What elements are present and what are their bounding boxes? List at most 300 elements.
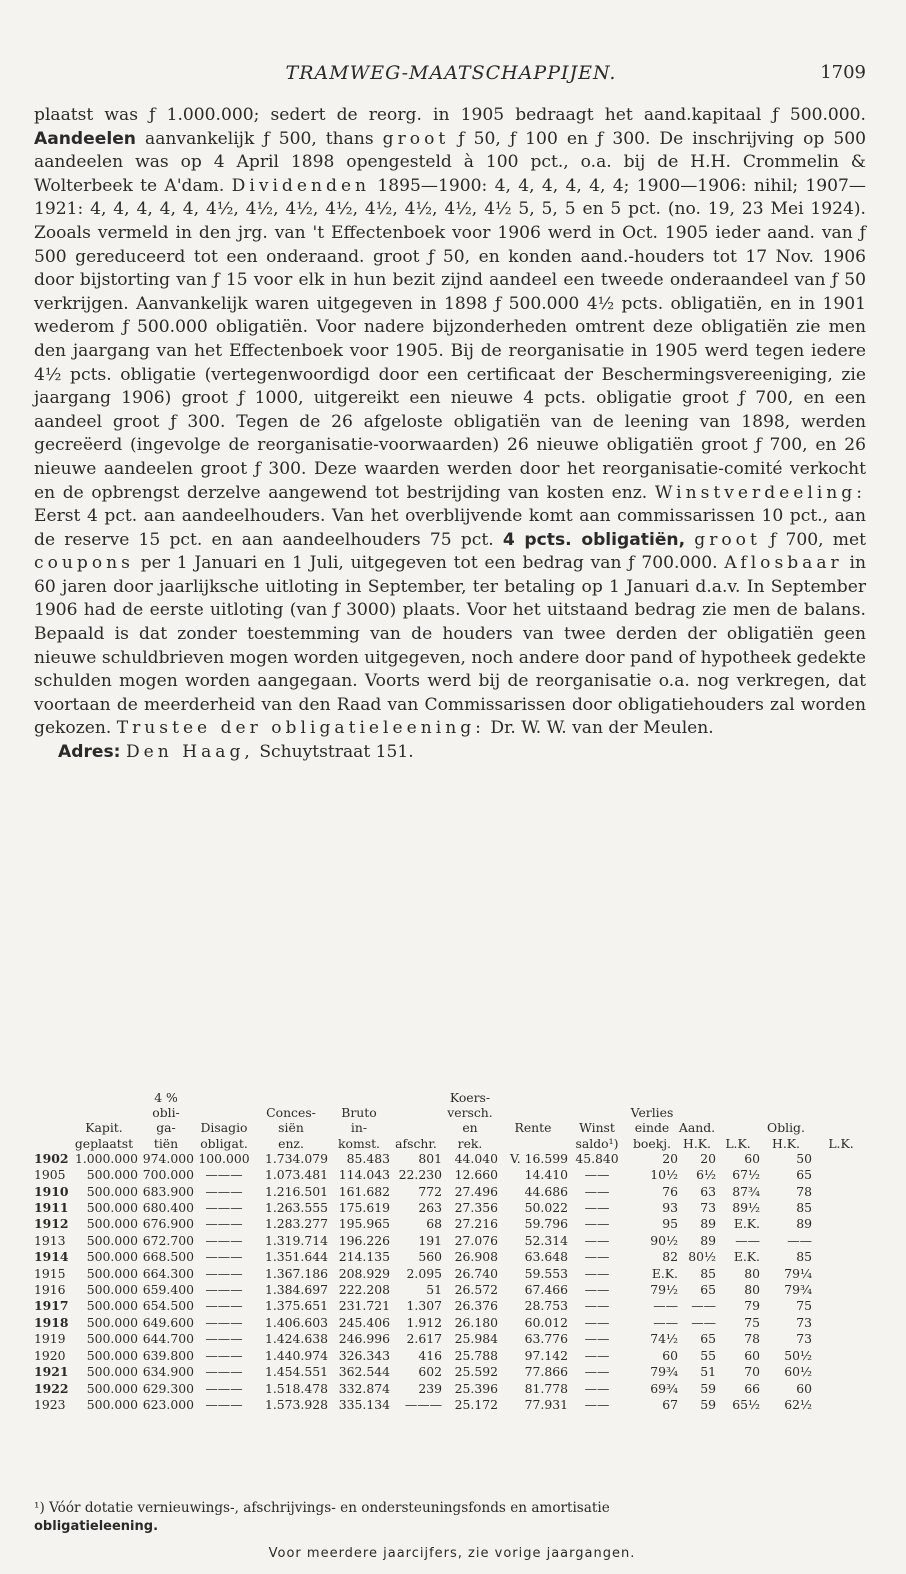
table-cell: 1.367.186 xyxy=(264,1265,328,1281)
table-cell: —— xyxy=(584,1396,610,1412)
table-cell: 85 xyxy=(796,1249,812,1265)
table-header-cell: Aand. xyxy=(678,1120,716,1136)
table-cell: 1.375.651 xyxy=(264,1298,328,1314)
table-row xyxy=(34,1397,870,1413)
table-cell: 20 xyxy=(700,1150,716,1166)
table-cell: 65½ xyxy=(732,1396,760,1412)
table-row xyxy=(34,1381,870,1397)
table-cell: 50 xyxy=(796,1150,812,1166)
text-coupons: per 1 Januari en 1 Juli, uitgegeven tot een bedrag van ƒ 700.000. xyxy=(140,553,718,574)
table-cell: —— xyxy=(584,1200,610,1216)
table-cell: 1.263.555 xyxy=(264,1200,328,1216)
page-number: 1709 xyxy=(820,62,866,83)
table-cell: 78 xyxy=(796,1183,812,1199)
table-cell: 26.180 xyxy=(454,1314,498,1330)
table-cell: —— xyxy=(787,1232,812,1248)
table-cell: 77.931 xyxy=(524,1396,568,1412)
table-cell: 1917 xyxy=(34,1298,69,1314)
table-cell: 79½ xyxy=(650,1282,678,1298)
table-cell: 26.376 xyxy=(454,1298,498,1314)
table-header-cell: saldo¹) xyxy=(575,1135,619,1151)
table-header-cell: Disagio xyxy=(200,1120,248,1136)
table-cell: 27.356 xyxy=(454,1200,498,1216)
table-header-cell: afschr. xyxy=(395,1135,437,1151)
table-header-cell: geplaatst xyxy=(74,1135,134,1151)
table-cell: 80½ xyxy=(688,1249,716,1265)
table-cell: 85 xyxy=(700,1265,716,1281)
table-header-cell xyxy=(70,1105,138,1120)
table-row xyxy=(34,1249,870,1265)
table-cell: 77.866 xyxy=(524,1364,568,1380)
table-header-cell xyxy=(760,1090,812,1105)
table-header-cell: Bruto xyxy=(341,1105,377,1121)
table-cell: ——— xyxy=(205,1216,243,1232)
table-cell: 700.000 xyxy=(142,1167,194,1183)
table-cell: ——— xyxy=(205,1396,243,1412)
table-cell: 100.000 xyxy=(198,1150,250,1166)
table-cell: 500.000 xyxy=(86,1265,138,1281)
table-cell: 676.900 xyxy=(142,1216,194,1232)
table-header-cell xyxy=(498,1090,568,1105)
table-header-cell: boekj. xyxy=(632,1135,671,1151)
table-header-cell xyxy=(568,1090,626,1105)
table-cell: 208.929 xyxy=(338,1265,390,1281)
table-header-cell xyxy=(194,1105,254,1120)
table-header-cell: tiën xyxy=(153,1135,179,1151)
table-cell: 25.592 xyxy=(454,1364,498,1380)
table-header-cell: Verlies xyxy=(630,1105,674,1121)
table-cell: 1915 xyxy=(34,1265,66,1281)
table-row xyxy=(34,1184,870,1200)
table-cell: 659.400 xyxy=(142,1282,194,1298)
table-cell: 50½ xyxy=(784,1347,812,1363)
footnote-text: ¹) Vóór dotatie vernieuwings-, afschrijvings- en ondersteuningsfonds en amortisatie xyxy=(34,1500,610,1516)
table-header-cell: L.K. xyxy=(828,1135,854,1151)
table-cell: 78 xyxy=(744,1331,760,1347)
table-cell: 1918 xyxy=(34,1314,69,1330)
table-cell: 79¾ xyxy=(650,1364,678,1380)
company-paragraph xyxy=(34,104,866,741)
table-row xyxy=(34,1233,870,1249)
table-cell: ——— xyxy=(205,1282,243,1298)
table-cell: 89 xyxy=(700,1216,716,1232)
table-cell: 63 xyxy=(700,1183,716,1199)
table-header-cell xyxy=(716,1105,760,1120)
text-redemption: in 60 jaren door jaarlijksche uitloting in September, ter betaling op 1 Januari d.a.v. In September 1906 had de eerste uitloting (van ƒ 3000) plaats. Voor het uitstaand bedrag zie men de balans. Bepaald is dat zonder toestemming van de houders van twee derden der obligatiën geen nieuwe schuldbrieven mogen worden uitgegeven, noch andere door pand of hypotheek gedekte schulden mogen worden aangegaan. Voorts werd bij de reorganisatie o.a. nog verkregen, dat voortaan de meerderheid van den Raad van Commissarissen door obligatiehouders zal worden gekozen. xyxy=(34,553,867,739)
table-cell: 26.572 xyxy=(454,1282,498,1298)
table-cell: 1919 xyxy=(34,1331,66,1347)
table-cell: 27.076 xyxy=(454,1232,498,1248)
table-cell: 73 xyxy=(796,1331,812,1347)
table-row xyxy=(34,1216,870,1232)
table-cell: 672.700 xyxy=(142,1232,194,1248)
table-cell: ——— xyxy=(205,1183,243,1199)
table-row xyxy=(34,1348,870,1364)
article-body xyxy=(34,104,866,765)
table-cell: 75 xyxy=(796,1298,812,1314)
table-cell: 222.208 xyxy=(338,1282,390,1298)
table-cell: 231.721 xyxy=(338,1298,390,1314)
table-cell: 27.496 xyxy=(454,1183,498,1199)
table-cell: —— xyxy=(691,1314,716,1330)
table-cell: 623.000 xyxy=(142,1396,194,1412)
table-cell-empty xyxy=(812,1298,870,1314)
table-cell: 1902 xyxy=(34,1150,69,1166)
table-cell: 22.230 xyxy=(398,1167,442,1183)
table-cell: 28.753 xyxy=(524,1298,568,1314)
table-header-cell: Oblig. xyxy=(767,1120,805,1136)
table-cell: 89½ xyxy=(732,1200,760,1216)
table-cell: 668.500 xyxy=(142,1249,194,1265)
table-header-cell xyxy=(390,1105,442,1120)
table-cell: 87¾ xyxy=(732,1183,760,1199)
table-header-cell xyxy=(328,1090,390,1105)
table-header-cell xyxy=(34,1120,70,1135)
label-trustee: Trustee der obligatieleening: xyxy=(116,718,485,739)
table-cell: 335.134 xyxy=(338,1396,390,1412)
table-cell: ——— xyxy=(205,1298,243,1314)
table-cell: 1.283.277 xyxy=(264,1216,328,1232)
table-cell: —— xyxy=(584,1364,610,1380)
table-cell-empty xyxy=(812,1364,870,1380)
table-cell: 644.700 xyxy=(142,1331,194,1347)
table-cell: 76 xyxy=(662,1183,678,1199)
table-header-cell: siën xyxy=(278,1120,304,1136)
table-cell: 44.040 xyxy=(454,1150,498,1166)
table-cell: 10½ xyxy=(650,1167,678,1183)
label-aandeelen: Aandeelen xyxy=(34,128,136,149)
table-cell: 97.142 xyxy=(524,1347,568,1363)
table-cell: 639.800 xyxy=(142,1347,194,1363)
table-cell: 60.012 xyxy=(524,1314,568,1330)
table-cell-empty xyxy=(812,1381,870,1397)
footnote xyxy=(34,1499,870,1536)
table-cell: 191 xyxy=(418,1232,442,1248)
table-cell: 332.874 xyxy=(338,1380,390,1396)
table-cell: ——— xyxy=(205,1314,243,1330)
table-header-cell xyxy=(34,1136,70,1151)
text-dividends: 1895—1900: 4, 4, 4, 4, 4, 4; 1900—1906: nihil; 1907—1921: 4, 4, 4, 4, 4, 4½, 4½, 4½, 4½, 4½, 4½, 4½, 4½ 5, 5, 5 en 5 pct. (no. 19, 23 Mei 1924). Zooals vermeld in den jrg. van 't Effectenboek voor 1906 werd in Oct. 1905 ieder aand. van ƒ 500 gereduceerd tot een onderaand. groot ƒ 50, en konden aand.-houders tot 17 Nov. 1906 door bijstorting van ƒ 15 voor elk in hun bezit zijnd aandeel een tweede onderaandeel van ƒ 50 verkrijgen. Aanvankelijk waren uitgegeven in 1898 ƒ 500.000 4½ pcts. obligatiën, en in 1901 wederom ƒ 500.000 obligatiën. Voor nadere bijzonderheden omtrent deze obligatiën zie men den jaargang van het Effectenboek voor 1905. Bij de reorganisatie in 1905 werd tegen iedere 4½ pcts. obligatie (vertegenwoordigd door een certificaat der Beschermingsvereeniging, zie jaargang 1906) groot ƒ 1000, uitgereikt een nieuwe 4 pcts. obligatie groot ƒ 700, en een aandeel groot ƒ 300. Tegen de 26 afgeloste obligatiën van de leening van 1898, werden gecreëerd (ingevolge de reorganisatie-voorwaarden) 26 nieuwe obligatiën groot ƒ 700, en 26 nieuwe aandeelen groot ƒ 300. Deze waarden werden door het reorganisatie-comité verkocht en de opbrengst derzelve aangewend tot bestrijding van kosten enz. xyxy=(34,175,866,503)
table-cell: —— xyxy=(584,1380,610,1396)
table-cell-empty xyxy=(812,1315,870,1331)
table-cell: 60 xyxy=(744,1347,760,1363)
table-cell: 1.573.928 xyxy=(264,1396,328,1412)
table-cell: 500.000 xyxy=(86,1249,138,1265)
table-header-cell xyxy=(34,1105,70,1120)
table-header-cell xyxy=(34,1090,70,1105)
table-cell: E.K. xyxy=(733,1216,760,1232)
table-cell: 1916 xyxy=(34,1282,66,1298)
table-cell: 500.000 xyxy=(86,1396,138,1412)
table-header-cell xyxy=(812,1105,870,1120)
table-cell: 68 xyxy=(426,1216,442,1232)
table-cell: ——— xyxy=(205,1200,243,1216)
table-cell-empty xyxy=(812,1200,870,1216)
table-cell: 634.900 xyxy=(142,1364,194,1380)
table-cell: —— xyxy=(584,1347,610,1363)
table-cell: —— xyxy=(584,1314,610,1330)
table-cell: —— xyxy=(584,1265,610,1281)
table-cell: 1910 xyxy=(34,1183,69,1199)
table-cell: 245.406 xyxy=(338,1314,390,1330)
table-cell: ——— xyxy=(205,1331,243,1347)
table-header-row xyxy=(34,1136,870,1151)
table-cell: 1914 xyxy=(34,1249,69,1265)
table-cell: 416 xyxy=(418,1347,442,1363)
text-profit-distribution: Eerst 4 pct. aan aandeelhouders. Van het overblijvende komt aan commissarissen 10 pct., aan de reserve 15 pct. en aan aandeelhouders 75 pct. xyxy=(34,506,866,550)
table-header-cell: obli- xyxy=(152,1105,180,1121)
table-header-cell xyxy=(678,1090,716,1105)
table-row xyxy=(34,1167,870,1183)
table-header-cell: en xyxy=(462,1120,478,1136)
table-cell: 654.500 xyxy=(142,1298,194,1314)
table-cell: 63.776 xyxy=(524,1331,568,1347)
table-cell: 60½ xyxy=(784,1364,812,1380)
table-cell: 1.424.638 xyxy=(264,1331,328,1347)
table-header-cell: versch. xyxy=(447,1105,493,1121)
table-cell: 1.384.697 xyxy=(264,1282,328,1298)
label-winstverdeeling: Winstverdeeling: xyxy=(654,482,867,503)
table-cell: 27.216 xyxy=(454,1216,498,1232)
table-cell: 25.396 xyxy=(454,1380,498,1396)
table-cell: 80 xyxy=(744,1282,760,1298)
text-bond-value: ƒ 700, met xyxy=(770,529,866,550)
table-cell: 26.740 xyxy=(454,1265,498,1281)
table-header-cell: Kapit. xyxy=(85,1120,123,1136)
table-cell: 500.000 xyxy=(86,1314,138,1330)
text-trustee: Dr. W. W. van der Meulen. xyxy=(490,718,714,739)
table-cell: 974.000 xyxy=(142,1150,194,1166)
table-cell: 79¼ xyxy=(784,1265,812,1281)
table-header-cell xyxy=(716,1090,760,1105)
table-cell: 500.000 xyxy=(86,1282,138,1298)
table-cell: 1.454.551 xyxy=(264,1364,328,1380)
table-header-cell: enz. xyxy=(278,1135,304,1151)
table-cell-empty xyxy=(812,1331,870,1347)
table-cell: 1.000.000 xyxy=(74,1150,138,1166)
table-header-row xyxy=(34,1120,870,1135)
table-cell: 85.483 xyxy=(346,1150,390,1166)
table-cell-empty xyxy=(812,1397,870,1413)
table-cell: —— xyxy=(584,1232,610,1248)
table-cell: 500.000 xyxy=(86,1216,138,1232)
table-cell: 500.000 xyxy=(86,1331,138,1347)
table-cell: 52.314 xyxy=(524,1232,568,1248)
table-cell: 500.000 xyxy=(86,1364,138,1380)
table-cell: ——— xyxy=(205,1265,243,1281)
table-cell: ——— xyxy=(205,1232,243,1248)
table-cell: 80 xyxy=(744,1265,760,1281)
table-cell: 263 xyxy=(418,1200,442,1216)
table-cell: 14.410 xyxy=(524,1167,568,1183)
table-cell: ——— xyxy=(205,1249,243,1265)
table-cell: 25.172 xyxy=(454,1396,498,1412)
table-header-cell: L.K. xyxy=(725,1135,751,1151)
text-subscription: ƒ 50, ƒ 100 en ƒ 300. De inschrijving op 500 aandeelen was op 4 April 1898 opengesteld à 100 pct., o.a. bij de H.H. Crommelin & Wolterbeek te A'dam. xyxy=(34,128,867,196)
table-cell: 67.466 xyxy=(524,1282,568,1298)
table-header-cell: H.K. xyxy=(683,1135,711,1151)
address-city: Den Haag, xyxy=(125,742,254,763)
table-cell: —— xyxy=(584,1167,610,1183)
table-cell: 772 xyxy=(418,1183,442,1199)
label-coupons: coupons xyxy=(34,553,134,574)
table-cell: 1905 xyxy=(34,1167,66,1183)
table-cell: 500.000 xyxy=(86,1232,138,1248)
table-cell: 89 xyxy=(796,1216,812,1232)
table-cell: 62½ xyxy=(784,1396,812,1412)
table-row xyxy=(34,1266,870,1282)
table-row xyxy=(34,1200,870,1216)
table-cell: 65 xyxy=(796,1167,812,1183)
table-header-cell xyxy=(194,1090,254,1105)
table-cell: 649.600 xyxy=(142,1314,194,1330)
table-cell: ——— xyxy=(404,1396,442,1412)
table-cell: 801 xyxy=(418,1150,442,1166)
table-cell-empty xyxy=(812,1282,870,1298)
table-cell: 500.000 xyxy=(86,1298,138,1314)
address-street: Schuytstraat 151. xyxy=(259,742,414,763)
table-cell: 214.135 xyxy=(338,1249,390,1265)
table-cell: 114.043 xyxy=(338,1167,390,1183)
table-cell: 60 xyxy=(744,1150,760,1166)
table-header-cell: einde xyxy=(634,1120,670,1136)
table-cell: 75 xyxy=(744,1314,760,1330)
table-cell: 25.788 xyxy=(454,1347,498,1363)
table-cell: 69¾ xyxy=(650,1380,678,1396)
table-cell: 59.553 xyxy=(524,1265,568,1281)
table-cell: 59.796 xyxy=(524,1216,568,1232)
label-adres: Adres: xyxy=(58,742,121,763)
label-dividenden: Dividenden xyxy=(231,175,371,196)
table-cell: 161.682 xyxy=(338,1183,390,1199)
table-cell: 1920 xyxy=(34,1347,66,1363)
table-cell-empty xyxy=(812,1348,870,1364)
table-header-cell xyxy=(568,1105,626,1120)
table-cell: 45.840 xyxy=(575,1150,619,1166)
table-header-cell xyxy=(498,1105,568,1120)
table-cell: 1922 xyxy=(34,1380,69,1396)
table-cell: 65 xyxy=(700,1331,716,1347)
table-header-cell: H.K. xyxy=(772,1135,800,1151)
text-capital: plaatst was ƒ 1.000.000; sedert de reorg. in 1905 bedraagt het aand.kapitaal ƒ 500.000. xyxy=(34,105,866,125)
table-cell: 500.000 xyxy=(86,1183,138,1199)
table-cell: 500.000 xyxy=(86,1380,138,1396)
table-cell: ——— xyxy=(205,1347,243,1363)
table-cell: 67½ xyxy=(732,1167,760,1183)
table-cell: V. 16.599 xyxy=(509,1150,568,1166)
table-header-cell: komst. xyxy=(338,1135,380,1151)
address-line xyxy=(34,741,866,765)
table-cell: —— xyxy=(584,1282,610,1298)
table-cell: 60 xyxy=(796,1380,812,1396)
table-cell: 326.343 xyxy=(338,1347,390,1363)
table-row xyxy=(34,1151,870,1167)
text-shares: aanvankelijk ƒ 500, thans xyxy=(145,128,374,149)
table-cell: 362.544 xyxy=(338,1364,390,1380)
table-cell: 175.619 xyxy=(338,1200,390,1216)
table-row xyxy=(34,1331,870,1347)
label-groot: groot xyxy=(382,128,450,149)
financial-table xyxy=(34,1090,870,1413)
table-header-row xyxy=(34,1105,870,1120)
table-cell: 60 xyxy=(662,1347,678,1363)
table-cell: —— xyxy=(584,1331,610,1347)
label-groot-2: groot xyxy=(694,529,761,550)
table-cell: 66 xyxy=(744,1380,760,1396)
table-cell: 1.216.501 xyxy=(264,1183,328,1199)
table-header-cell: Winst xyxy=(579,1120,615,1136)
table-cell: 664.300 xyxy=(142,1265,194,1281)
table-cell: 65 xyxy=(700,1282,716,1298)
table-cell: 560 xyxy=(418,1249,442,1265)
running-title: TRAMWEG-MAATSCHAPPIJEN. xyxy=(285,62,617,84)
table-cell: 74½ xyxy=(650,1331,678,1347)
table-cell: 1923 xyxy=(34,1396,66,1412)
table-header-cell xyxy=(812,1090,870,1105)
table-cell: ——— xyxy=(205,1364,243,1380)
table-cell: 1.912 xyxy=(406,1314,442,1330)
table-cell: 90½ xyxy=(650,1232,678,1248)
table-header-row xyxy=(34,1090,870,1105)
table-cell: 195.965 xyxy=(338,1216,390,1232)
table-cell: 1.440.974 xyxy=(264,1347,328,1363)
table-cell: 602 xyxy=(418,1364,442,1380)
table-cell: ——— xyxy=(205,1167,243,1183)
table-cell: —— xyxy=(653,1298,678,1314)
table-cell: 89 xyxy=(700,1232,716,1248)
table-cell: 683.900 xyxy=(142,1183,194,1199)
table-cell-empty xyxy=(812,1184,870,1200)
table-header-cell xyxy=(254,1090,328,1105)
table-cell-empty xyxy=(812,1249,870,1265)
table-header-cell: Koers- xyxy=(449,1090,491,1105)
table-cell: 93 xyxy=(662,1200,678,1216)
table-cell: 629.300 xyxy=(142,1380,194,1396)
table-cell: —— xyxy=(735,1232,760,1248)
table-cell: 63.648 xyxy=(524,1249,568,1265)
table-header-cell xyxy=(70,1090,138,1105)
label-obligatien: 4 pcts. obligatiën, xyxy=(502,529,686,550)
table-cell: 500.000 xyxy=(86,1167,138,1183)
table-cell: E.K. xyxy=(733,1249,760,1265)
table-cell: 67 xyxy=(662,1396,678,1412)
table-cell: 1913 xyxy=(34,1232,66,1248)
label-aflosbaar: Aflosbaar xyxy=(724,553,843,574)
table-row xyxy=(34,1315,870,1331)
table-cell: 70 xyxy=(744,1364,760,1380)
table-cell: —— xyxy=(584,1216,610,1232)
table-cell: 196.226 xyxy=(338,1232,390,1248)
table-cell: 59 xyxy=(700,1396,716,1412)
table-cell: 1.073.481 xyxy=(264,1167,328,1183)
table-header-cell: rek. xyxy=(457,1135,483,1151)
table-header-cell xyxy=(812,1120,870,1135)
table-cell: 1921 xyxy=(34,1364,69,1380)
table-cell: 1.734.079 xyxy=(264,1150,328,1166)
table-cell: 6½ xyxy=(696,1167,716,1183)
table-cell: 500.000 xyxy=(86,1200,138,1216)
table-cell: 500.000 xyxy=(86,1347,138,1363)
table-cell: ——— xyxy=(205,1380,243,1396)
table-header-cell xyxy=(716,1120,760,1135)
table-cell: 1911 xyxy=(34,1200,69,1216)
table-header-cell: in- xyxy=(350,1120,368,1136)
table-cell: 246.996 xyxy=(338,1331,390,1347)
table-cell: E.K. xyxy=(651,1265,678,1281)
table-header-cell xyxy=(498,1136,568,1151)
table-cell-empty xyxy=(812,1233,870,1249)
table-cell: 680.400 xyxy=(142,1200,194,1216)
